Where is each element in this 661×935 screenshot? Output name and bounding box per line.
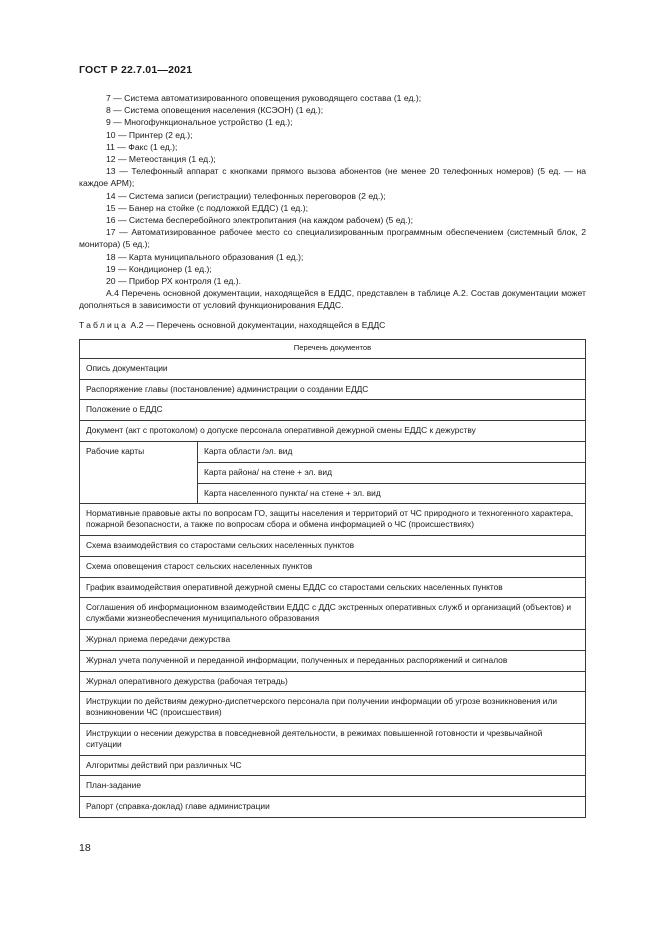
work-map-item: Карта населенного пункта/ на стене + эл. вид — [198, 483, 586, 504]
table-caption-label: Таблица — [79, 320, 129, 330]
work-maps-label: Рабочие карты — [80, 441, 198, 503]
table-row — [80, 421, 586, 442]
table-cell: Журнал учета полученной и переданной информации, полученных и переданных распоряжений и сигналов — [80, 650, 586, 671]
table-cell: Нормативные правовые акты по вопросам ГО, защиты населения и территорий от ЧС природного и техногенного характера, пожарной безопасности, а также по вопросам сбора и обмена информацией о ЧС (происшествиях) — [80, 504, 586, 536]
table-cell: Журнал оперативного дежурства (рабочая тетрадь) — [80, 671, 586, 692]
table-cell: Схема оповещения старост сельских населенных пунктов — [80, 556, 586, 577]
table-cell: Алгоритмы действий при различных ЧС — [80, 755, 586, 776]
table-row — [80, 755, 586, 776]
table-cell: Документ (акт с протоколом) о допуске персонала оперативной дежурной смены ЕДДС к дежурству — [80, 421, 586, 442]
documents-table — [79, 339, 586, 818]
work-map-item: Карта области /эл. вид — [198, 441, 586, 462]
list-item: 9 — Многофункциональное устройство (1 ед.); — [106, 117, 293, 128]
table-row — [80, 671, 586, 692]
table-caption — [79, 320, 385, 330]
list-item: 11 — Факс (1 ед.); — [106, 141, 178, 152]
paragraph-a4: А.4 Перечень основной документации, находящейся в ЕДДС, представлен в таблице А.2. Состав документации может дополняться в зависимости от условий функционирования ЕДДС. — [79, 288, 586, 311]
table-row — [80, 598, 586, 630]
table-row — [80, 797, 586, 818]
table-header-cell: Перечень документов — [80, 340, 586, 359]
list-item: 18 — Карта муниципального образования (1 ед.); — [106, 251, 304, 262]
equipment-list — [79, 92, 586, 312]
table-row — [80, 400, 586, 421]
table-row — [80, 577, 586, 598]
table-header-row — [80, 340, 586, 359]
page-number: 18 — [79, 842, 91, 854]
table-cell: График взаимодействия оперативной дежурной смены ЕДДС со старостами сельских населенных пунктов — [80, 577, 586, 598]
list-item: 13 — Телефонный аппарат с кнопками прямого вызова абонентов (не менее 20 телефонных номеров) (5 ед. — на каждое АРМ); — [79, 166, 586, 189]
table-cell: Инструкции о несении дежурства в повседневной деятельности, в режимах повышенной готовности и чрезвычайной ситуации — [80, 723, 586, 755]
list-item: 20 — Прибор РХ контроля (1 ед.). — [106, 276, 242, 287]
list-item: 17 — Автоматизированное рабочее место со специализированным программным обеспечением (системный блок, 2 монитора) (5 ед.); — [79, 227, 586, 250]
table-row — [80, 535, 586, 556]
table-row — [80, 650, 586, 671]
table-row — [80, 441, 586, 462]
table-row — [80, 379, 586, 400]
table-cell: Инструкции по действиям дежурно-диспетчерского персонала при получении информации об угрозе возникновения или возникновении ЧС (происшествия) — [80, 692, 586, 724]
work-map-item: Карта района/ на стене + эл. вид — [198, 462, 586, 483]
list-item: 7 — Система автоматизированного оповещения руководящего состава (1 ед.); — [106, 93, 422, 103]
list-item: 12 — Метеостанция (1 ед.); — [106, 154, 216, 165]
list-item: 16 — Система бесперебойного электропитания (на каждом рабочем) (5 ед.); — [106, 215, 413, 226]
table-cell: Журнал приема передачи дежурства — [80, 629, 586, 650]
list-item: 19 — Кондиционер (1 ед.); — [106, 263, 212, 274]
list-item: 10 — Принтер (2 ед.); — [106, 129, 193, 140]
table-cell: Опись документации — [80, 358, 586, 379]
table-cell: Положение о ЕДДС — [80, 400, 586, 421]
table-row — [80, 358, 586, 379]
table-row — [80, 556, 586, 577]
table-caption-text: А.2 — Перечень основной документации, находящейся в ЕДДС — [128, 320, 386, 330]
list-item: 15 — Банер на стойке (с подложкой ЕДДС) (1 ед.); — [106, 202, 308, 213]
table-row — [80, 723, 586, 755]
table-cell: Соглашения об информационном взаимодействии ЕДДС с ДДС экстренных оперативных служб и организаций (объектов) и службами жизнеобеспечения муниципального образования — [80, 598, 586, 630]
table-row — [80, 504, 586, 536]
table-cell: Схема взаимодействия со старостами сельских населенных пунктов — [80, 535, 586, 556]
table-cell: План-задание — [80, 776, 586, 797]
table-row — [80, 776, 586, 797]
page-header: ГОСТ Р 22.7.01—2021 — [79, 64, 193, 76]
table-row — [80, 629, 586, 650]
table-cell: Рапорт (справка-доклад) главе администрации — [80, 797, 586, 818]
table-row — [80, 692, 586, 724]
table-cell: Распоряжение главы (постановление) администрации о создании ЕДДС — [80, 379, 586, 400]
list-item: 14 — Система записи (регистрации) телефонных переговоров (2 ед.); — [106, 190, 386, 201]
list-item: 8 — Система оповещения населения (КСЭОН) (1 ед.); — [106, 105, 324, 116]
